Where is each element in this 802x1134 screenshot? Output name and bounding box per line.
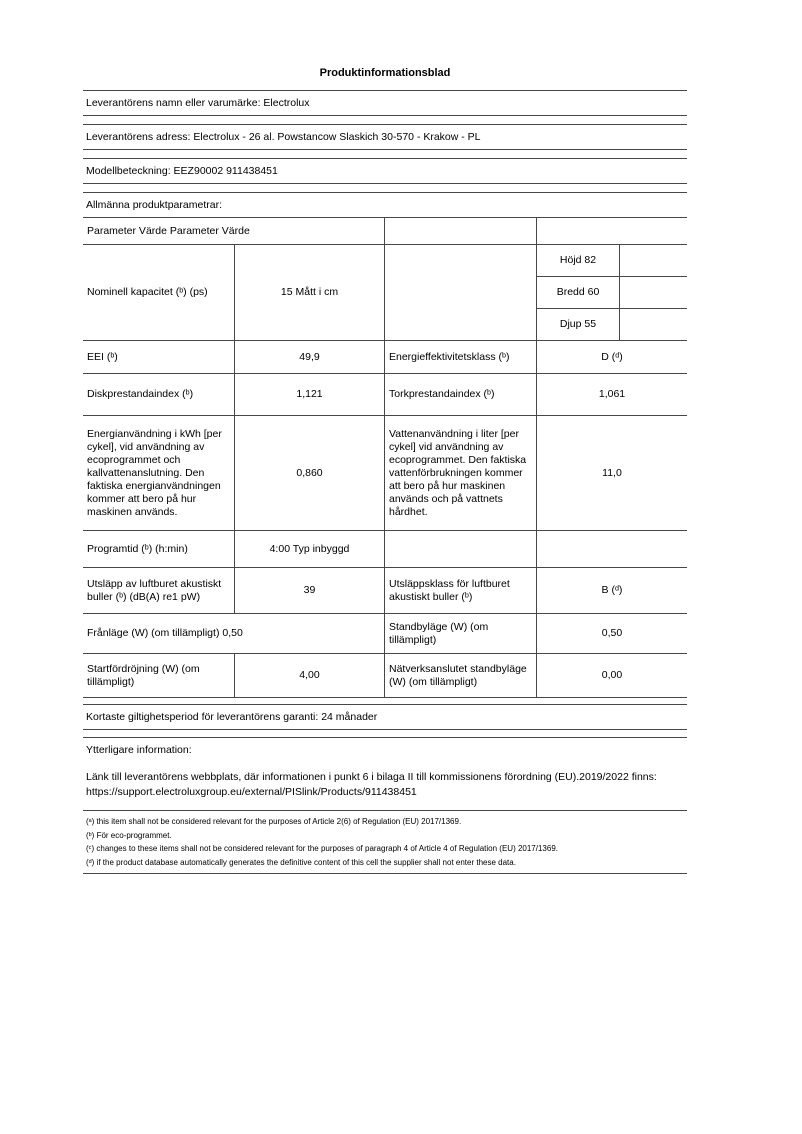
dimensions-cell bbox=[537, 245, 687, 340]
row-energy-water-consumption bbox=[83, 416, 687, 531]
value-cell: 1,121 bbox=[235, 374, 385, 415]
dimension-empty-cell bbox=[620, 309, 687, 340]
dimension-row bbox=[537, 308, 687, 340]
document-content bbox=[83, 0, 687, 874]
dimension-depth-label: Djup 55 bbox=[537, 309, 620, 340]
table-header-label: Parameter Värde Parameter Värde bbox=[83, 218, 385, 244]
footnote-c: (ᶜ) changes to these items shall not be considered relevant for the purposes of paragraph 4 of Article 4 of Regulation (EU) 2017/1369. bbox=[86, 844, 558, 853]
dimension-row bbox=[537, 245, 687, 276]
capacity-empty-cell bbox=[385, 245, 537, 340]
dimension-empty-cell bbox=[620, 245, 687, 276]
param-cell bbox=[385, 531, 537, 567]
link-intro-text: Länk till leverantörens webbplats, där informationen i punkt 6 i bilaga II till kommissionens förordning (EU).2019/2022 finns: bbox=[86, 771, 657, 783]
table-header-empty-cell bbox=[385, 218, 537, 244]
supplier-link-paragraph bbox=[83, 770, 687, 800]
value-cell: 1,061 bbox=[598, 388, 626, 400]
capacity-param-cell: Nominell kapacitet (ᵇ) (ps) bbox=[83, 245, 235, 340]
supplier-address-row: Leverantörens adress: Electrolux - 26 al. Powstancow Slaskich 30-570 - Krakow - PL bbox=[83, 124, 687, 150]
param-cell: Standbyläge (W) (om tillämpligt) bbox=[385, 614, 537, 653]
footnotes-block bbox=[83, 810, 687, 874]
table-header-row bbox=[83, 218, 687, 245]
capacity-value-cell: 15 Mått i cm bbox=[235, 245, 385, 340]
param-cell: EEI (ᵇ) bbox=[83, 341, 235, 373]
supplier-name-row: Leverantörens namn eller varumärke: Electrolux bbox=[83, 90, 687, 116]
merged-param-value-cell: Frånläge (W) (om tillämpligt) 0,50 bbox=[83, 614, 385, 653]
general-parameters-heading: Allmänna produktparametrar: bbox=[83, 192, 687, 217]
param-cell: Utsläppsklass för luftburet akustiskt buller (ᵇ) bbox=[385, 568, 537, 613]
value-cell: 4:00 Typ inbyggd bbox=[235, 531, 385, 567]
value-cell: 4,00 bbox=[235, 654, 385, 697]
value-cell bbox=[537, 531, 687, 567]
row-cleaning-index bbox=[83, 374, 687, 416]
row-nominal-capacity bbox=[83, 245, 687, 341]
row-eei bbox=[83, 341, 687, 374]
row-programme-duration bbox=[83, 531, 687, 568]
value-cell: D (ᵈ) bbox=[601, 350, 623, 363]
value-cell: 49,9 bbox=[235, 341, 385, 373]
row-delay-start bbox=[83, 654, 687, 698]
param-cell: Nätverksanslutet standbyläge (W) (om tillämpligt) bbox=[385, 654, 537, 697]
value-cell: 11,0 bbox=[602, 466, 622, 479]
additional-information-heading: Ytterligare information: bbox=[83, 737, 687, 762]
parameters-table bbox=[83, 217, 687, 698]
param-cell: Vattenanvändning i liter [per cykel] vid användning av ecoprogrammet. Den faktiska vattenförbrukningen kommer att bero på hur maskinen används och på vattnets hårdhet. bbox=[385, 416, 537, 530]
supplier-website-link[interactable]: https://support.electroluxgroup.eu/external/PISlink/Products/911438451 bbox=[86, 786, 417, 798]
row-acoustic-noise bbox=[83, 568, 687, 614]
param-cell: Utsläpp av luftburet akustiskt buller (ᵇ) (dB(A) re1 pW) bbox=[83, 568, 235, 613]
dimension-width-label: Bredd 60 bbox=[537, 277, 620, 308]
value-cell: 0,860 bbox=[235, 416, 385, 530]
page-title: Produktinformationsblad bbox=[319, 67, 451, 79]
value-cell: 0,50 bbox=[601, 627, 623, 639]
footnote-d: (ᵈ) if the product database automatically generates the definitive content of this cell the supplier shall not enter these data. bbox=[86, 857, 516, 867]
value-cell: 0,00 bbox=[601, 669, 623, 681]
table-header-empty-cell bbox=[537, 218, 687, 244]
warranty-row: Kortaste giltighetsperiod för leverantörens garanti: 24 månader bbox=[83, 704, 687, 730]
param-cell: Torkprestandaindex (ᵇ) bbox=[385, 374, 537, 415]
param-cell: Programtid (ᵇ) (h:min) bbox=[83, 531, 235, 567]
dimension-empty-cell bbox=[620, 277, 687, 308]
param-cell: Energianvändning i kWh [per cykel], vid användning av ecoprogrammet och kallvattenanslutning. Den faktiska energianvändningen kommer att bero på hur maskinen används. bbox=[83, 416, 235, 530]
value-cell: 39 bbox=[235, 568, 385, 613]
row-off-standby-mode bbox=[83, 614, 687, 654]
dimension-row bbox=[537, 276, 687, 308]
param-cell: Diskprestandaindex (ᵇ) bbox=[83, 374, 235, 415]
value-cell: B (ᵈ) bbox=[601, 584, 623, 596]
dimension-height-label: Höjd 82 bbox=[537, 245, 620, 276]
model-designation-row: Modellbeteckning: EEZ90002 911438451 bbox=[83, 158, 687, 184]
footnote-a: (ᵃ) this item shall not be considered relevant for the purposes of Article 2(6) of Regulation (EU) 2017/1369. bbox=[86, 817, 462, 826]
param-cell: Startfördröjning (W) (om tillämpligt) bbox=[83, 654, 235, 697]
param-cell: Energieffektivitetsklass (ᵇ) bbox=[385, 341, 537, 373]
footnote-b: (ᵇ) För eco-programmet. bbox=[86, 830, 172, 840]
